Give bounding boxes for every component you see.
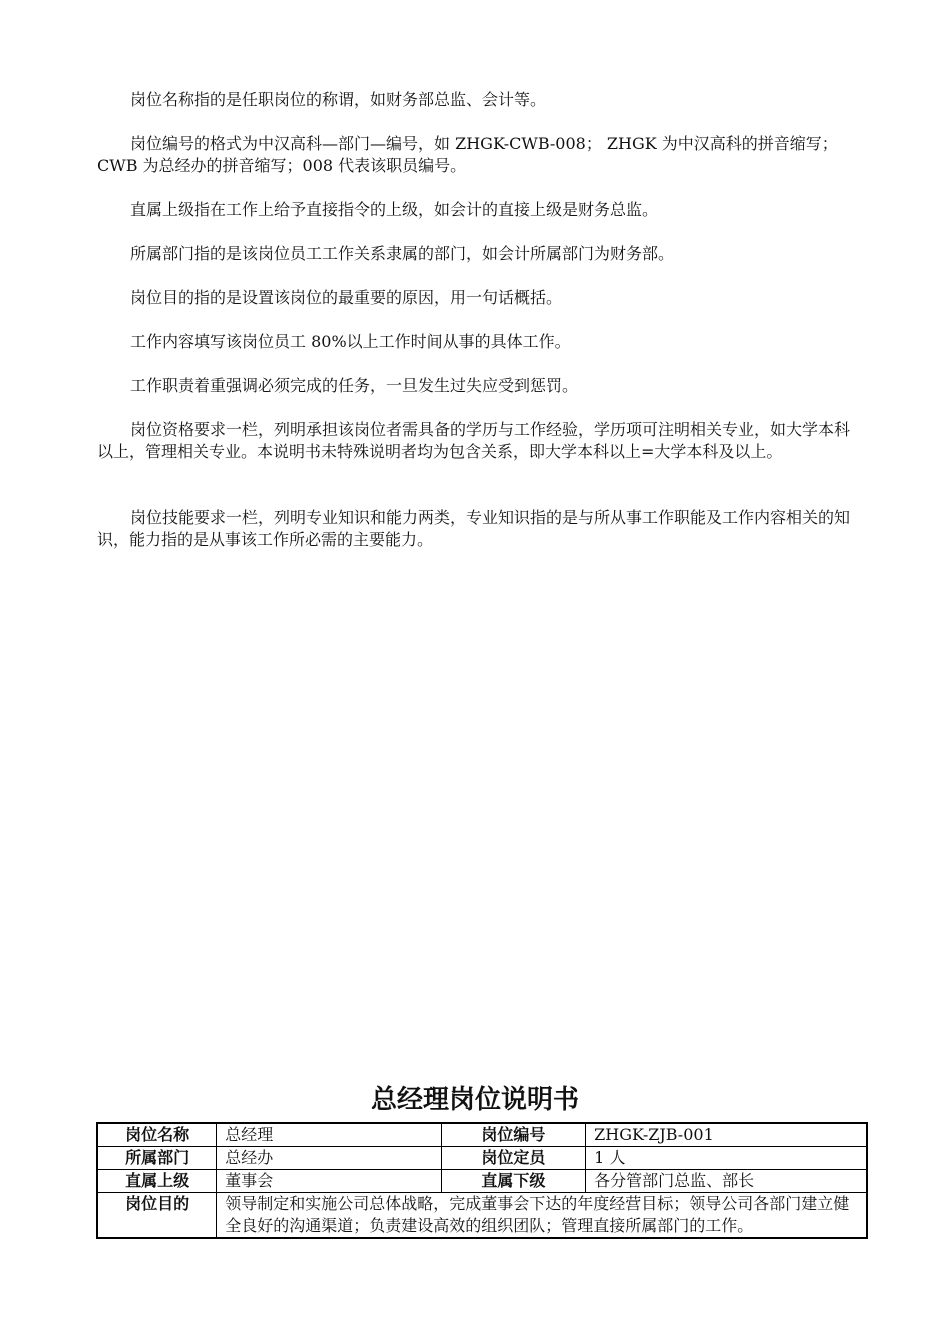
paragraph-superior: 直属上级指在工作上给予直接指令的上级，如会计的直接上级是财务总监。 [130, 200, 659, 219]
department-label: 所属部门 [97, 1147, 217, 1170]
document-title: 总经理岗位说明书 [370, 1085, 579, 1115]
purpose-label: 岗位目的 [97, 1193, 217, 1239]
table-row [97, 1123, 867, 1147]
table-row [97, 1170, 867, 1193]
superior-value: 董事会 [217, 1170, 441, 1193]
job-description-table [96, 1122, 868, 1239]
headcount-label: 岗位定员 [441, 1147, 586, 1170]
subordinate-value: 各分管部门总监、部长 [586, 1170, 867, 1193]
headcount-value: 1 人 [586, 1147, 867, 1170]
table-row [97, 1147, 867, 1170]
paragraph-department: 所属部门指的是该岗位员工工作关系隶属的部门，如会计所属部门为财务部。 [130, 244, 675, 263]
paragraph-responsibilities: 工作职责着重强调必须完成的任务，一旦发生过失应受到惩罚。 [130, 376, 579, 395]
paragraph-purpose: 岗位目的指的是设置该岗位的最重要的原因，用一句话概括。 [130, 288, 563, 307]
job-name-value: 总经理 [217, 1123, 441, 1147]
department-value: 总经办 [217, 1147, 441, 1170]
purpose-value: 领导制定和实施公司总体战略，完成董事会下达的年度经营目标；领导公司各部门建立健全良好的沟通渠道；负责建设高效的组织团队；管理直接所属部门的工作。 [217, 1193, 867, 1239]
paragraph-work-content: 工作内容填写该岗位员工 80%以上工作时间从事的具体工作。 [130, 332, 571, 351]
paragraph-job-code: 岗位编号的格式为中汉高科—部门—编号，如 ZHGK-CWB-008； ZHGK 为中汉高科的拼音缩写；CWB 为总经办的拼音缩写；008 代表该职员编号。 [97, 134, 838, 175]
table-row [97, 1193, 867, 1239]
paragraph-skills: 岗位技能要求一栏，列明专业知识和能力两类，专业知识指的是与所从事工作职能及工作内容相关的知识，能力指的是从事该工作所必需的主要能力。 [97, 508, 851, 549]
subordinate-label: 直属下级 [441, 1170, 586, 1193]
job-code-label: 岗位编号 [441, 1123, 586, 1147]
superior-label: 直属上级 [97, 1170, 217, 1193]
paragraph-job-name: 岗位名称指的是任职岗位的称谓，如财务部总监、会计等。 [130, 90, 547, 109]
job-name-label: 岗位名称 [97, 1123, 217, 1147]
job-code-value: ZHGK-ZJB-001 [586, 1123, 867, 1147]
paragraph-qualifications: 岗位资格要求一栏，列明承担该岗位者需具备的学历与工作经验，学历项可注明相关专业，如大学本科以上，管理相关专业。本说明书未特殊说明者均为包含关系，即大学本科以上=大学本科及以上。 [97, 420, 851, 461]
